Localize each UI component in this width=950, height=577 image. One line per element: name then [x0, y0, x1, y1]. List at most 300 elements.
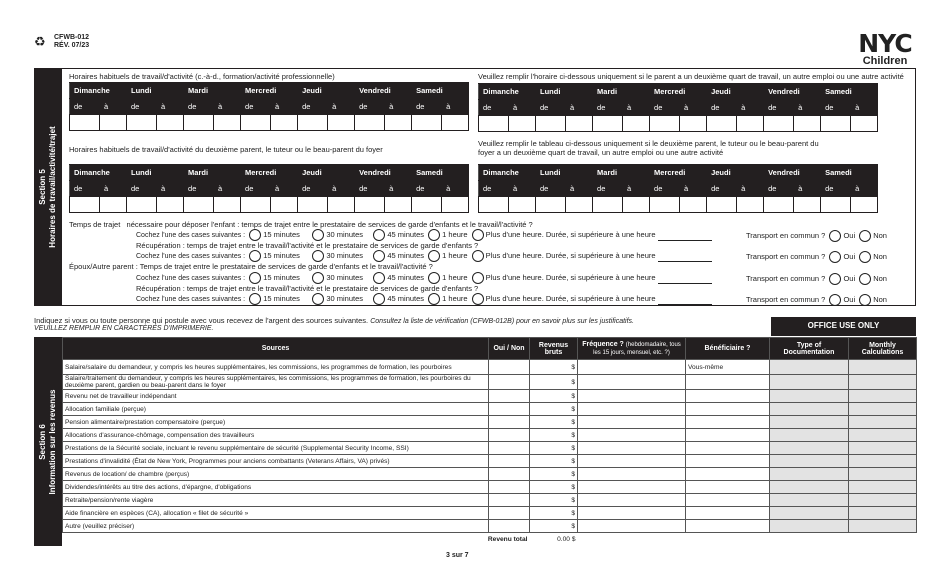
- recup-q2-row: Récupération : temps de trajet entre le travail/l'activité et le prestataire de services de garde d'enfants ?: [136, 284, 479, 293]
- from-label: de: [650, 181, 680, 197]
- total-row: [63, 533, 917, 546]
- day-header: Samedi: [412, 83, 469, 99]
- schedule-table-4: [478, 164, 878, 213]
- to-label: à: [157, 181, 184, 197]
- radio-45[interactable]: [373, 250, 385, 262]
- radio-15[interactable]: [249, 250, 261, 262]
- frequence-cell[interactable]: [578, 481, 686, 494]
- time-input-cell[interactable]: [355, 115, 385, 131]
- time-input-cell[interactable]: [100, 197, 127, 213]
- type-doc-cell: [770, 375, 849, 390]
- table-row: [63, 442, 917, 455]
- source-cell: Salaire/salaire du demandeur, y compris les heures supplémentaires, les commissions, les programmes de formation, les pourboires: [63, 360, 489, 375]
- time-input-cell[interactable]: [70, 115, 100, 131]
- time-input-cell[interactable]: [566, 197, 593, 213]
- income-table: [62, 337, 917, 545]
- oui-non-cell[interactable]: [489, 468, 530, 481]
- frequence-cell[interactable]: [578, 390, 686, 403]
- from-label: de: [764, 100, 794, 116]
- day-header: Jeudi: [707, 84, 764, 100]
- transit-no-radio[interactable]: [859, 230, 871, 242]
- to-label: à: [157, 99, 184, 115]
- table-row: [63, 360, 917, 375]
- source-cell: Revenu net de travailleur indépendant: [63, 390, 489, 403]
- day-header: Vendredi: [764, 84, 821, 100]
- type-doc-cell: [770, 494, 849, 507]
- revenus-cell[interactable]: $: [530, 507, 578, 520]
- time-input-cell[interactable]: [623, 116, 650, 132]
- oui-non-cell[interactable]: [489, 375, 530, 390]
- to-label: à: [680, 100, 707, 116]
- day-header: Jeudi: [298, 83, 355, 99]
- source-cell: Dividendes/intérêts au titre des actions, d'épargne, d'obligations: [63, 481, 489, 494]
- frequence-cell[interactable]: [578, 468, 686, 481]
- time-input-cell[interactable]: [821, 116, 851, 132]
- time-input-cell[interactable]: [566, 116, 593, 132]
- from-label: de: [355, 99, 385, 115]
- frequence-cell[interactable]: [578, 507, 686, 520]
- from-label: de: [479, 100, 509, 116]
- beneficiaire-cell[interactable]: [686, 416, 770, 429]
- revenus-cell[interactable]: $: [530, 481, 578, 494]
- table-row: [63, 481, 917, 494]
- monthly-cell: [849, 468, 917, 481]
- time-input-cell[interactable]: [851, 116, 878, 132]
- table-row: [63, 520, 917, 533]
- day-header: Dimanche: [479, 84, 536, 100]
- time-input-cell[interactable]: [214, 197, 241, 213]
- beneficiaire-cell[interactable]: [686, 442, 770, 455]
- beneficiaire-cell[interactable]: [686, 429, 770, 442]
- duration-field[interactable]: [658, 304, 712, 305]
- oui-non-cell[interactable]: [489, 507, 530, 520]
- empty-cell: [686, 533, 770, 546]
- frequence-cell[interactable]: [578, 416, 686, 429]
- monthly-cell: [849, 507, 917, 520]
- day-header: Lundi: [536, 165, 593, 181]
- radio-30[interactable]: [312, 250, 324, 262]
- time-input-cell[interactable]: [509, 197, 536, 213]
- time-input-cell[interactable]: [680, 116, 707, 132]
- radio-15[interactable]: [249, 293, 261, 305]
- revenus-cell[interactable]: $: [530, 468, 578, 481]
- schedule-table-2: [478, 83, 878, 132]
- to-label: à: [214, 181, 241, 197]
- from-label: de: [536, 181, 566, 197]
- time-input-cell[interactable]: [442, 197, 469, 213]
- source-cell: Prestations d'invalidité (État de New York, Programmes pour anciens combattants (Veterans Affairs, VA) privés): [63, 455, 489, 468]
- time-input-cell[interactable]: [737, 197, 764, 213]
- beneficiaire-cell[interactable]: [686, 455, 770, 468]
- time-input-cell[interactable]: [412, 115, 442, 131]
- day-header: Mercredi: [650, 165, 707, 181]
- revenus-cell[interactable]: $: [530, 416, 578, 429]
- to-label: à: [794, 181, 821, 197]
- beneficiaire-cell[interactable]: [686, 375, 770, 390]
- oui-non-cell[interactable]: [489, 520, 530, 533]
- radio-30[interactable]: [312, 293, 324, 305]
- from-label: de: [821, 181, 851, 197]
- time-input-cell[interactable]: [794, 116, 821, 132]
- type-doc-cell: [770, 507, 849, 520]
- time-input-cell[interactable]: [241, 115, 271, 131]
- type-doc-cell: [770, 416, 849, 429]
- revenus-cell[interactable]: $: [530, 442, 578, 455]
- to-label: à: [385, 181, 412, 197]
- time-input-cell[interactable]: [385, 115, 412, 131]
- radio-15[interactable]: [249, 229, 261, 241]
- time-input-cell[interactable]: [328, 115, 355, 131]
- radio-1h[interactable]: [428, 293, 440, 305]
- oui-non-cell[interactable]: [489, 429, 530, 442]
- monthly-cell: [849, 429, 917, 442]
- from-label: de: [70, 99, 100, 115]
- revenus-cell[interactable]: $: [530, 520, 578, 533]
- time-input-cell[interactable]: [821, 197, 851, 213]
- time-input-cell[interactable]: [650, 116, 680, 132]
- to-label: à: [442, 181, 469, 197]
- oui-non-cell[interactable]: [489, 403, 530, 416]
- time-input-cell[interactable]: [271, 197, 298, 213]
- to-label: à: [100, 181, 127, 197]
- transit-row-2: Transport en commun ? Oui Non: [746, 251, 887, 263]
- col-monthly: Monthly Calculations: [849, 338, 917, 360]
- col-sources: Sources: [63, 338, 489, 360]
- time-input-cell[interactable]: [650, 197, 680, 213]
- duration-field[interactable]: [658, 261, 712, 262]
- beneficiaire-cell[interactable]: [686, 403, 770, 416]
- from-label: de: [70, 181, 100, 197]
- type-doc-cell: [770, 403, 849, 416]
- revenus-cell[interactable]: $: [530, 403, 578, 416]
- beneficiaire-cell[interactable]: [686, 468, 770, 481]
- from-label: de: [127, 99, 157, 115]
- time-input-cell[interactable]: [328, 197, 355, 213]
- type-doc-cell: [770, 429, 849, 442]
- radio-more[interactable]: [472, 229, 484, 241]
- to-label: à: [566, 181, 593, 197]
- from-label: de: [707, 100, 737, 116]
- frequence-cell[interactable]: [578, 494, 686, 507]
- time-input-cell[interactable]: [737, 116, 764, 132]
- day-header: Jeudi: [707, 165, 764, 181]
- to-label: à: [566, 100, 593, 116]
- revenus-cell[interactable]: $: [530, 429, 578, 442]
- monthly-cell: [849, 360, 917, 375]
- time-input-cell[interactable]: [764, 197, 794, 213]
- revenus-cell[interactable]: $: [530, 390, 578, 403]
- day-header: Vendredi: [764, 165, 821, 181]
- transit-row-3: Transport en commun ? Oui Non: [746, 273, 887, 285]
- to-label: à: [680, 181, 707, 197]
- time-input-cell[interactable]: [184, 197, 214, 213]
- radio-more[interactable]: [472, 293, 484, 305]
- day-header: Mardi: [184, 83, 241, 99]
- monthly-cell: [849, 455, 917, 468]
- frequence-cell[interactable]: [578, 455, 686, 468]
- time-input-cell[interactable]: [794, 197, 821, 213]
- beneficiaire-cell[interactable]: [686, 520, 770, 533]
- frequence-cell[interactable]: [578, 520, 686, 533]
- monthly-cell: [849, 520, 917, 533]
- monthly-cell: [849, 442, 917, 455]
- day-header: Samedi: [821, 84, 878, 100]
- from-label: de: [593, 100, 623, 116]
- day-header: Mercredi: [241, 83, 298, 99]
- type-doc-cell: [770, 390, 849, 403]
- time-input-cell[interactable]: [623, 197, 650, 213]
- radio-15[interactable]: [249, 272, 261, 284]
- day-header: Dimanche: [70, 83, 127, 99]
- to-label: à: [271, 99, 298, 115]
- schedule-table-1: [69, 82, 469, 131]
- frequence-cell[interactable]: [578, 429, 686, 442]
- time-input-cell[interactable]: [536, 116, 566, 132]
- oui-non-cell[interactable]: [489, 442, 530, 455]
- to-label: à: [737, 100, 764, 116]
- radio-1h[interactable]: [428, 229, 440, 241]
- time-input-cell[interactable]: [479, 116, 509, 132]
- from-label: de: [593, 181, 623, 197]
- travel-options-1: Cochez l'une des cases suivantes : 15 minutes 30 minutes 45 minutes 1 heure Plus d'une heure. Durée, si supérieure à une heure: [136, 229, 712, 241]
- transit-row-4: Transport en commun ? Oui Non: [746, 294, 887, 306]
- source-cell: Aide financière en espèces (CA), allocation « filet de sécurité »: [63, 507, 489, 520]
- frequence-cell[interactable]: [578, 403, 686, 416]
- oui-non-cell[interactable]: [489, 494, 530, 507]
- time-input-cell[interactable]: [355, 197, 385, 213]
- from-label: de: [184, 99, 214, 115]
- day-header: Vendredi: [355, 83, 412, 99]
- to-label: à: [794, 100, 821, 116]
- recup-q1-row: Récupération : temps de trajet entre le travail/l'activité et le prestataire de services de garde d'enfants ?: [136, 241, 479, 250]
- day-header: Mardi: [593, 84, 650, 100]
- from-label: de: [412, 181, 442, 197]
- beneficiaire-cell[interactable]: [686, 494, 770, 507]
- monthly-cell: [849, 375, 917, 390]
- from-label: de: [298, 99, 328, 115]
- oui-non-cell[interactable]: [489, 455, 530, 468]
- col-oui-non: Oui / Non: [489, 338, 530, 360]
- day-header: Lundi: [536, 84, 593, 100]
- table-row: [63, 468, 917, 481]
- radio-1h[interactable]: [428, 250, 440, 262]
- from-label: de: [707, 181, 737, 197]
- caps-note: VEUILLEZ REMPLIR EN CARACTÈRES D'IMPRIMERIE.: [34, 325, 214, 332]
- radio-1h[interactable]: [428, 272, 440, 284]
- time-input-cell[interactable]: [851, 197, 878, 213]
- transit-yes-radio[interactable]: [829, 230, 841, 242]
- day-header: Mardi: [593, 165, 650, 181]
- time-input-cell[interactable]: [707, 116, 737, 132]
- time-input-cell[interactable]: [479, 197, 509, 213]
- total-value: [530, 533, 578, 546]
- block4-label: Veuillez remplir le tableau ci-dessous uniquement si le deuxième parent, le tuteur ou le beau-parent du foyer a un deuxième quart de travail, un autre emploi ou une autre activité: [478, 139, 819, 157]
- time-input-cell[interactable]: [127, 115, 157, 131]
- table-row: [63, 390, 917, 403]
- time-input-cell[interactable]: [271, 115, 298, 131]
- from-label: de: [184, 181, 214, 197]
- time-input-cell[interactable]: [680, 197, 707, 213]
- oui-non-cell[interactable]: [489, 360, 530, 375]
- to-label: à: [509, 100, 536, 116]
- to-label: à: [623, 181, 650, 197]
- from-label: de: [241, 99, 271, 115]
- radio-30[interactable]: [312, 229, 324, 241]
- to-label: à: [623, 100, 650, 116]
- to-label: à: [851, 100, 878, 116]
- duration-field[interactable]: [658, 240, 712, 241]
- time-input-cell[interactable]: [385, 197, 412, 213]
- time-input-cell[interactable]: [593, 116, 623, 132]
- type-doc-cell: [770, 468, 849, 481]
- source-cell: Prestations de la Sécurité sociale, incluant le revenu supplémentaire de sécurité (Supplemental Security Income, SSI): [63, 442, 489, 455]
- total-dollar: $: [571, 535, 576, 543]
- travel-options-2: Cochez l'une des cases suivantes : 15 minutes 30 minutes 45 minutes 1 heure Plus d'une heure. Durée, si supérieure à une heure: [136, 250, 712, 262]
- transit-row-1: Transport en commun ? Oui Non: [746, 230, 887, 242]
- section6-intro: Indiquez si vous ou toute personne qui postule avec vous recevez de l'argent des sources suivantes. Consultez la liste de vérification (CFWB-012B) pour en savoir plus sur les justificatifs.: [34, 316, 635, 325]
- time-input-cell[interactable]: [241, 197, 271, 213]
- source-cell: Revenus de location/ de chambre (perçus): [63, 468, 489, 481]
- radio-more[interactable]: [472, 250, 484, 262]
- time-input-cell[interactable]: [764, 116, 794, 132]
- from-label: de: [650, 100, 680, 116]
- transit-no-radio[interactable]: [859, 273, 871, 285]
- revenus-cell[interactable]: $: [530, 494, 578, 507]
- from-label: de: [764, 181, 794, 197]
- time-input-cell[interactable]: [70, 197, 100, 213]
- table-row: [63, 455, 917, 468]
- table-row: [63, 403, 917, 416]
- to-label: à: [328, 181, 355, 197]
- monthly-cell: [849, 390, 917, 403]
- type-doc-cell: [770, 481, 849, 494]
- beneficiaire-cell[interactable]: Vous-même: [686, 360, 770, 375]
- day-header: Mardi: [184, 165, 241, 181]
- travel-options-3: Cochez l'une des cases suivantes : 15 minutes 30 minutes 45 minutes 1 heure Plus d'une heure. Durée, si supérieure à une heure: [136, 272, 712, 284]
- frequence-cell[interactable]: [578, 375, 686, 390]
- oui-non-cell[interactable]: [489, 390, 530, 403]
- revenus-cell[interactable]: $: [530, 375, 578, 390]
- radio-45[interactable]: [373, 229, 385, 241]
- transit-yes-radio[interactable]: [829, 251, 841, 263]
- monthly-cell: [849, 494, 917, 507]
- transit-no-radio[interactable]: [859, 294, 871, 306]
- oui-non-cell[interactable]: [489, 481, 530, 494]
- frequence-cell[interactable]: [578, 442, 686, 455]
- radio-30[interactable]: [312, 272, 324, 284]
- time-input-cell[interactable]: [593, 197, 623, 213]
- revenus-cell[interactable]: $: [530, 455, 578, 468]
- page-number: 3 sur 7: [446, 552, 469, 559]
- table-row: [63, 429, 917, 442]
- table-row: [63, 494, 917, 507]
- beneficiaire-cell[interactable]: [686, 481, 770, 494]
- section6-sidebar: Section 6 Information sur les revenus: [34, 337, 62, 546]
- total-label: Revenu total: [487, 535, 528, 543]
- to-label: à: [851, 181, 878, 197]
- recycle-icon: ♻: [34, 34, 46, 49]
- block1-label: Horaires habituels de travail/d'activité (c.-à-d., formation/activité professionnelle): [69, 72, 335, 81]
- from-label: de: [479, 181, 509, 197]
- radio-45[interactable]: [373, 293, 385, 305]
- radio-45[interactable]: [373, 272, 385, 284]
- transit-no-radio[interactable]: [859, 251, 871, 263]
- day-header: Samedi: [412, 165, 469, 181]
- from-label: de: [412, 99, 442, 115]
- transit-yes-radio[interactable]: [829, 294, 841, 306]
- day-header: Samedi: [821, 165, 878, 181]
- time-input-cell[interactable]: [100, 115, 127, 131]
- frequence-cell[interactable]: [578, 360, 686, 375]
- to-label: à: [509, 181, 536, 197]
- from-label: de: [536, 100, 566, 116]
- source-cell: Pension alimentaire/prestation compensatoire (perçue): [63, 416, 489, 429]
- time-input-cell[interactable]: [536, 197, 566, 213]
- day-header: Lundi: [127, 83, 184, 99]
- total-amount: 0.00: [557, 535, 570, 543]
- transit-yes-radio[interactable]: [829, 273, 841, 285]
- beneficiaire-cell[interactable]: [686, 390, 770, 403]
- duration-field[interactable]: [658, 283, 712, 284]
- time-input-cell[interactable]: [298, 115, 328, 131]
- type-doc-cell: [770, 520, 849, 533]
- schedule-table-3: [69, 164, 469, 213]
- from-label: de: [355, 181, 385, 197]
- table-row: [63, 375, 917, 390]
- to-label: à: [328, 99, 355, 115]
- monthly-cell: [849, 481, 917, 494]
- time-input-cell[interactable]: [127, 197, 157, 213]
- col-frequence: Fréquence ? (hebdomadaire, tous les 15 jours, mensuel, etc. ?): [578, 338, 686, 360]
- day-header: Dimanche: [70, 165, 127, 181]
- to-label: à: [442, 99, 469, 115]
- oui-non-cell[interactable]: [489, 416, 530, 429]
- radio-more[interactable]: [472, 272, 484, 284]
- source-cell: Allocations d'assurance-chômage, compensation des travailleurs: [63, 429, 489, 442]
- block3-label: Horaires habituels de travail/d'activité du deuxième parent, le tuteur ou le beau-parent du foyer: [69, 145, 383, 154]
- spouse-q1-row: Époux/Autre parent : Temps de trajet entre le prestataire de services de garde d'enfants et le travail/l'activité ?: [69, 262, 433, 271]
- time-input-cell[interactable]: [184, 115, 214, 131]
- day-header: Vendredi: [355, 165, 412, 181]
- block2-label: Veuillez remplir l'horaire ci-dessous uniquement si le parent a un deuxième quart de travail, un autre emploi ou une autre activité: [478, 72, 904, 81]
- time-input-cell[interactable]: [442, 115, 469, 131]
- section5-sidebar: Section 5 Horaires de travail/activité/trajet: [34, 68, 62, 306]
- col-beneficiaire: Bénéficiaire ?: [686, 338, 770, 360]
- empty-cell: [770, 533, 849, 546]
- source-cell: Autre (veuillez préciser): [63, 520, 489, 533]
- time-input-cell[interactable]: [298, 197, 328, 213]
- to-label: à: [385, 99, 412, 115]
- time-input-cell[interactable]: [509, 116, 536, 132]
- empty-cell: [849, 533, 917, 546]
- form-code: CFWB-012 RÉV. 07/23: [54, 34, 90, 49]
- monthly-cell: [849, 416, 917, 429]
- day-header: Jeudi: [298, 165, 355, 181]
- office-use-header: OFFICE USE ONLY: [771, 317, 916, 336]
- time-input-cell[interactable]: [157, 197, 184, 213]
- day-header: Mercredi: [650, 84, 707, 100]
- time-input-cell[interactable]: [412, 197, 442, 213]
- revenus-cell[interactable]: $: [530, 360, 578, 375]
- monthly-cell: [849, 403, 917, 416]
- time-input-cell[interactable]: [214, 115, 241, 131]
- from-label: de: [821, 100, 851, 116]
- to-label: à: [271, 181, 298, 197]
- table-row: [63, 416, 917, 429]
- beneficiaire-cell[interactable]: [686, 507, 770, 520]
- time-input-cell[interactable]: [707, 197, 737, 213]
- time-input-cell[interactable]: [157, 115, 184, 131]
